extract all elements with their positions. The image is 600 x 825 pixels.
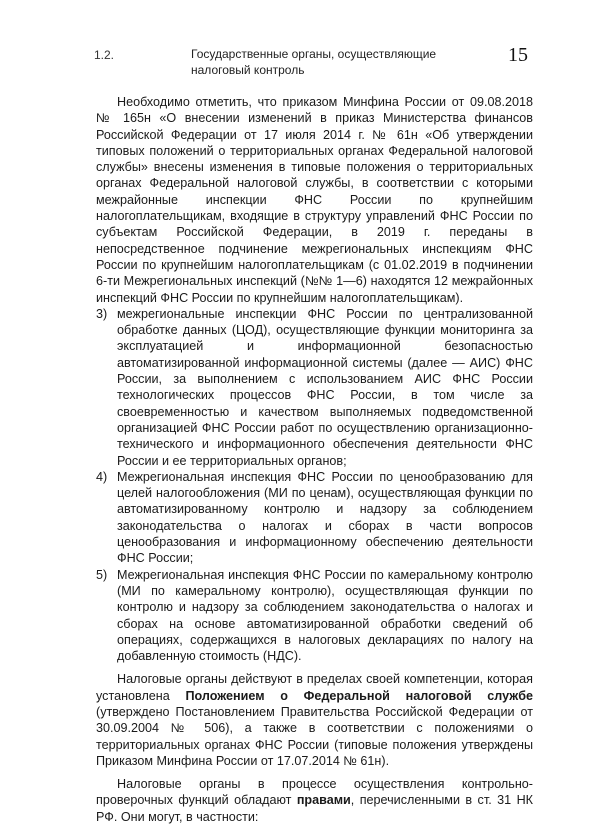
rights-text-end: , перечисленными в ст. 31 НК РФ. Они могут, в частности: xyxy=(96,793,533,824)
list-item-text: Межрегиональная инспекция ФНС России по камеральному контролю (МИ по камеральному контролю), осуществляющая функции по контролю и надзору за соблюдением законодательства о налогах и сборах на основе автоматизированной обработки сведений об операциях, содержащихся в налоговых декларациях по налогу на добавленную стоимость (НДС). xyxy=(117,567,533,664)
paragraph-rights xyxy=(96,776,533,825)
page-number: 15 xyxy=(508,44,528,66)
page-header xyxy=(94,44,534,84)
paragraph-competence xyxy=(96,671,533,769)
rights-emphasis: правами xyxy=(296,793,351,808)
list-item-5 xyxy=(96,567,533,665)
running-title: Государственные органы, осуществляющие налоговый контроль xyxy=(191,47,437,77)
paragraph-intro: Необходимо отметить, что приказом Минфина России от 09.08.2018 № 165н «О внесении изменений в приказ Министерства финансов Российской Федерации от 17 июля 2014 г. № 61н «Об утверждении типовых положений о территориальных органах Федеральной налоговой службы» внесены изменения в типовые положения о территориальных органах Федеральной налоговой службы, в соответствии с которыми межрайонные инспекции ФНС России по крупнейшим налогоплательщикам, входящие в структуру управлений ФНС России по субъектам Российской Федерации, в 2019 г. переданы в непосредственное подчинение межрегиональных инспекциям ФНС России по крупнейшим налогоплательщикам (с 01.02.2019 в подчинении 6-ти Межрегиональных инспекций (№№ 1—6) находятся 12 межрайонных инспекций ФНС России по крупнейшим налогоплательщикам). xyxy=(96,95,533,305)
list-item-3 xyxy=(96,306,533,469)
fns-regulation-emphasis: Положением о Федеральной налоговой службе xyxy=(185,688,533,703)
list-marker: 3) xyxy=(96,306,108,321)
rights-text-start: Налоговые органы в процессе осуществления контрольно-проверочных функций обладают xyxy=(96,777,533,808)
list-marker: 4) xyxy=(96,469,108,484)
page-body xyxy=(96,94,533,825)
list-marker: 5) xyxy=(96,567,108,582)
section-number: 1.2. xyxy=(94,48,115,62)
list-item-text: Межрегиональная инспекция ФНС России по ценообразованию для целей налогообложения (МИ по ценам), осуществляющая функции по автоматизированному контролю и надзору за соблюдением законодательства о налогах и сборах в части вопросов ценообразования и информационному обеспечению деятельности ФНС России; xyxy=(117,469,533,566)
list-item-4 xyxy=(96,469,533,567)
competence-text-start: Налоговые органы действуют в пределах своей компетенции, которая установлена xyxy=(96,672,533,703)
list-item-text: межрегиональные инспекции ФНС России по централизованной обработке данных (ЦОД), осуществляющие функции мониторинга за эксплуатацией и информационной безопасностью автоматизированной информационной системы (далее — АИС) ФНС России, за выполнением с использованием АИС ФНС России технологических процессов ФНС России, в том числе за своевременностью и качеством выполняемых подведомственной организацией ФНС России работ по осуществлению организационно-технического и информационного обеспечения деятельности ФНС России и ее территориальных органов; xyxy=(117,306,533,468)
competence-text-end: (утверждено Постановлением Правительства Российской Федерации от 30.09.2004 № 506), а также в соответствии с положениями о территориальных органах ФНС России (типовые положения утверждены Приказом Минфина России от 17.07.2014 № 61н). xyxy=(96,704,533,768)
